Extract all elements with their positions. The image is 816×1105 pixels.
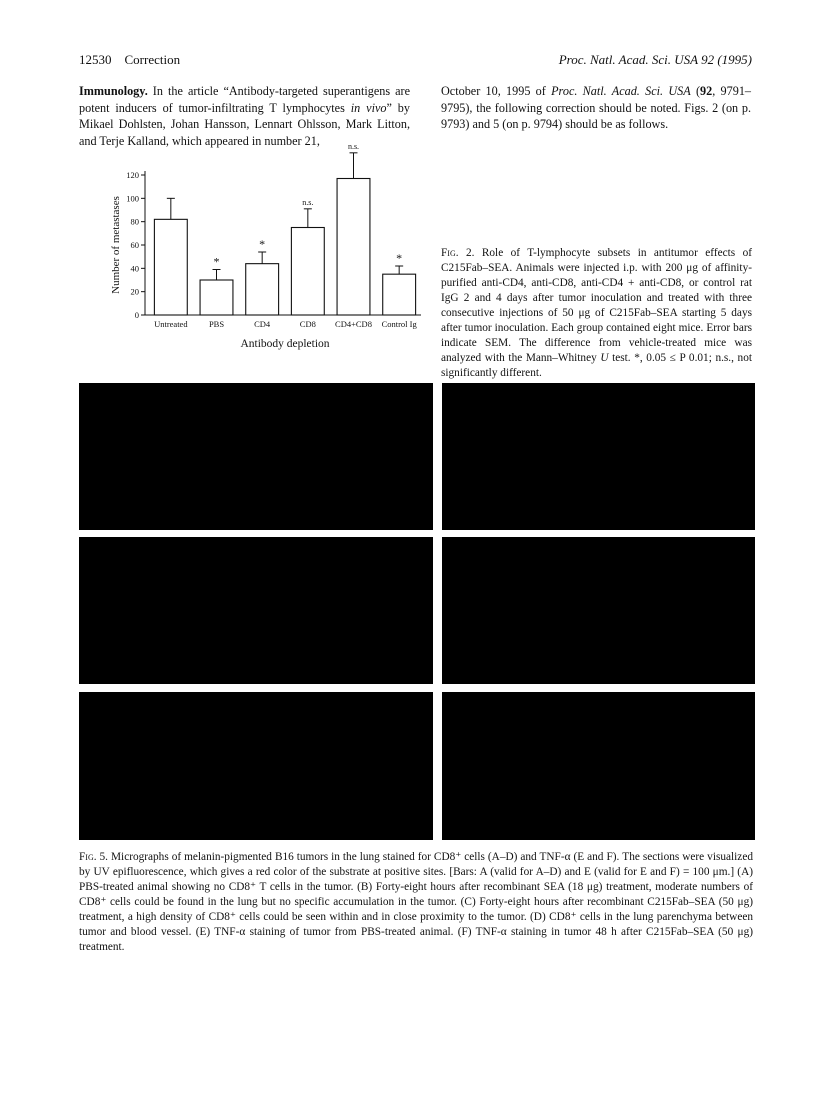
significance-mark: * xyxy=(396,251,403,265)
fig2-caption-text: Role of T-lymphocyte subsets in antitumor effects of C215Fab–SEA. Animals were injected i.p. with 200 μg of affinity-purified anti-CD4, anti-CD8, anti-CD4 + anti-CD8, or control rat IgG 2 and 4 days after tumor inoculation and treated with three consecutive injections of 50 μg of C215Fab–SEA starting 5 days after tumor inoculation. Each group contained eight mice. Error bars indicate SEM. The difference from vehicle-treated mice was analyzed with the Mann–Whitney xyxy=(441,247,752,364)
journal-name: Proc. Natl. Acad. Sci. USA xyxy=(551,84,691,98)
x-axis-label: Antibody depletion xyxy=(240,338,330,350)
intro-text-d: ( xyxy=(690,84,701,98)
y-tick-label: 60 xyxy=(130,240,139,250)
bar xyxy=(246,264,279,315)
intro-left-column xyxy=(79,83,410,149)
fig5-label: Fig. 5. xyxy=(79,851,109,863)
micrograph-d xyxy=(442,537,755,684)
x-tick-label: CD4+CD8 xyxy=(335,319,372,329)
in-vivo-text: in vivo xyxy=(350,100,387,115)
y-tick-label: 80 xyxy=(130,216,139,227)
significance-mark: * xyxy=(259,237,266,251)
intro-text-a: In the article “Antibody-targeted superantigens are potent inducers of tumor-infiltrating T lymphocytes xyxy=(79,84,410,115)
bar xyxy=(154,219,187,315)
section-name: Correction xyxy=(124,52,181,67)
page-number: 12530 xyxy=(79,52,112,67)
volume-number: 92 xyxy=(700,84,713,98)
micrograph-e xyxy=(79,692,433,840)
intro-text-c: October 10, 1995 of xyxy=(441,84,552,98)
fig5-caption-text: Micrographs of melanin-pigmented B16 tumors in the lung stained for CD8⁺ cells (A–D) and TNF-α (E and F). The sections were visualized by UV epifluorescence, which gives a red color of the substrate at positive sites. [Bars: A (valid for A–D) and E (valid for E and F) = 100 μm.] (A) PBS-treated animal showing no CD8⁺ T cells in the tumor. (B) Forty-eight hours after recombinant SEA (18 μg) treatment, moderate numbers of CD8⁺ cells could be found in the lung but no specific accumulation in the tumor. (C) Forty-eight hours after recombinant C215Fab–SEA (50 μg) treatment, a high density of CD8⁺ cells could be seen within and in close proximity to the tumor. (D) CD8⁺ cells in the lung parenchyma between tumor and blood vessel. (E) TNF-α staining of tumor from PBS-treated animal. (F) TNF-α staining in tumor 48 h after C215Fab–SEA (50 μg) treatment. xyxy=(79,851,753,953)
x-tick-label: PBS xyxy=(208,319,225,329)
y-tick-label: 100 xyxy=(126,193,139,204)
intro-text-b: ” by Mikael Dohlsten, Johan Hansson, Lennart Ohlsson, Mark Litton, and Terje Kalland, which appeared in number 21, xyxy=(79,100,410,148)
y-tick-label: 20 xyxy=(130,286,139,297)
bar xyxy=(291,228,324,316)
page-header-left xyxy=(79,52,180,68)
fig2-label: Fig. 2. xyxy=(441,247,475,259)
fig2-u-text: U xyxy=(600,352,609,364)
fig2-bar-chart xyxy=(95,141,425,365)
bar xyxy=(383,274,416,315)
y-axis-label: Number of metastases xyxy=(110,196,122,294)
x-tick-label: Untreated xyxy=(154,319,188,329)
y-tick-label: 40 xyxy=(130,263,139,274)
bar xyxy=(337,179,370,316)
journal-header: Proc. Natl. Acad. Sci. USA 92 (1995) xyxy=(558,52,752,67)
y-tick-label: 120 xyxy=(126,170,139,180)
x-tick-label: Control Ig xyxy=(381,319,417,329)
micrograph-f xyxy=(442,692,755,840)
significance-mark: * xyxy=(213,254,220,269)
micrograph-b xyxy=(442,383,755,530)
bar xyxy=(200,280,233,315)
micrograph-c xyxy=(79,537,433,684)
fig2-caption-end: test. *, 0.05 ≤ P 0.01; n.s., not significantly different. xyxy=(441,352,752,379)
significance-mark: n.s. xyxy=(302,197,314,207)
y-tick-label: 0 xyxy=(134,310,139,320)
intro-right-column xyxy=(441,83,751,133)
fig5-caption xyxy=(79,850,753,955)
x-tick-label: CD4 xyxy=(254,319,271,329)
field-label: Immunology. xyxy=(79,84,148,98)
significance-mark: n.s. xyxy=(347,141,360,151)
micrograph-a xyxy=(79,383,433,530)
x-tick-label: CD8 xyxy=(299,319,316,329)
fig2-caption xyxy=(441,246,752,381)
intro-text-e: , 9791–9795), the following correction should be noted. Figs. 2 (on p. 9793) and 5 (on p. 9794) should be as follows. xyxy=(441,84,752,131)
